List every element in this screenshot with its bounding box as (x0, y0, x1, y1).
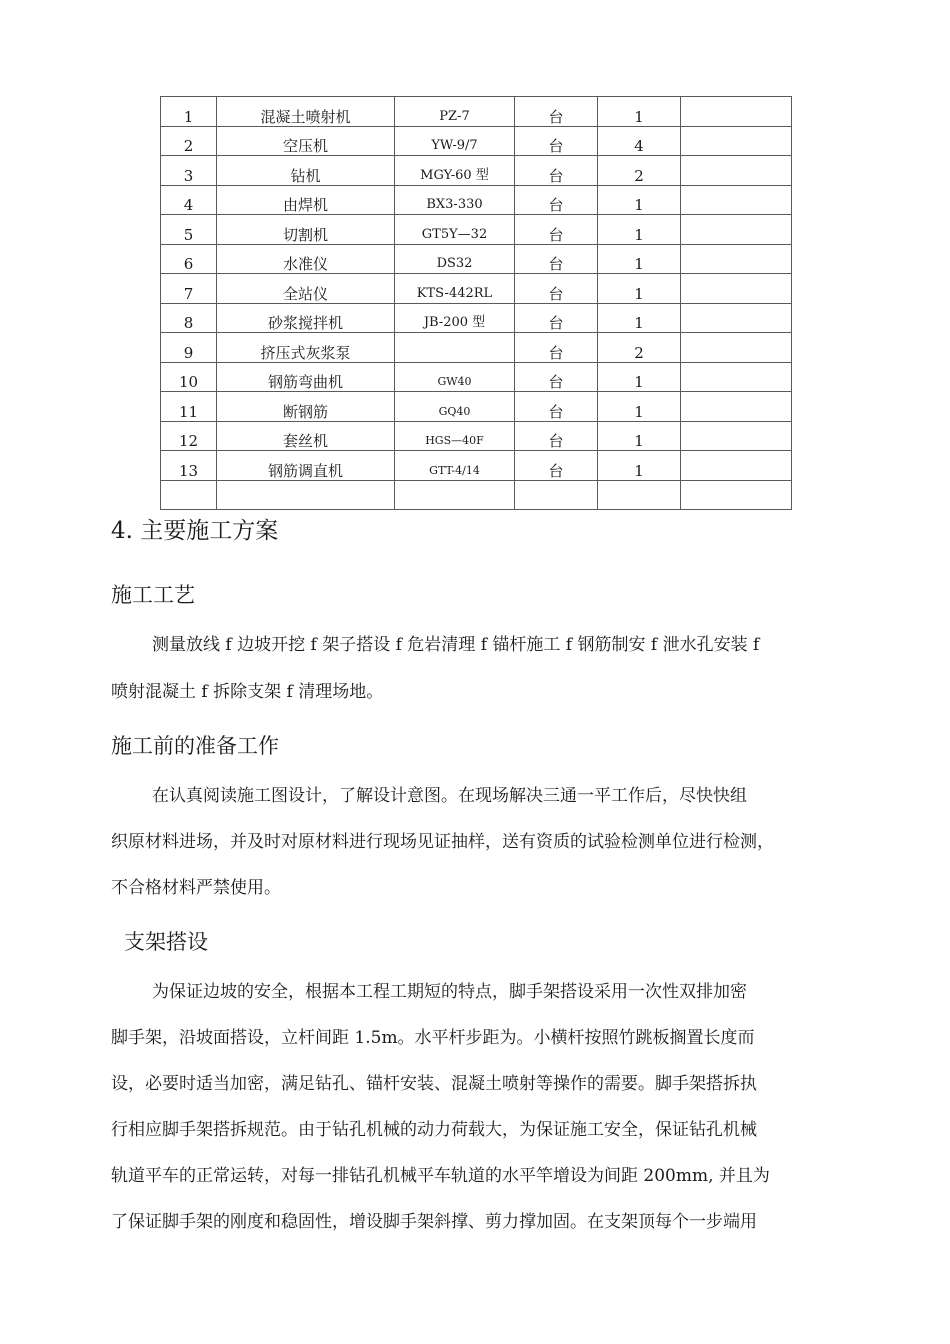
equipment-model: DS32 (395, 244, 515, 274)
equipment-quantity: 1 (598, 274, 681, 304)
equipment-model: GW40 (395, 362, 515, 392)
paragraph-line: 在认真阅读施工图设计，了解设计意图。在现场解决三通一平工作后，尽快快组 (152, 786, 747, 806)
equipment-name: 由焊机 (217, 185, 395, 215)
equipment-note (681, 97, 792, 127)
row-number: 9 (161, 333, 217, 363)
table-row (161, 451, 792, 481)
table-row (161, 215, 792, 245)
equipment-quantity: 1 (598, 97, 681, 127)
equipment-note (681, 244, 792, 274)
equipment-model (395, 480, 515, 510)
equipment-model: GT5Y—32 (395, 215, 515, 245)
equipment-unit: 台 (515, 333, 598, 363)
table-row (161, 126, 792, 156)
table-row (161, 185, 792, 215)
row-number (161, 480, 217, 510)
equipment-name: 混凝土喷射机 (217, 97, 395, 127)
table-row (161, 392, 792, 422)
equipment-name: 钻机 (217, 156, 395, 186)
table-row (161, 362, 792, 392)
equipment-note (681, 451, 792, 481)
equipment-quantity: 1 (598, 362, 681, 392)
equipment-model: PZ-7 (395, 97, 515, 127)
equipment-quantity: 1 (598, 451, 681, 481)
equipment-unit: 台 (515, 303, 598, 333)
equipment-name: 挤压式灰浆泵 (217, 333, 395, 363)
equipment-name: 水准仪 (217, 244, 395, 274)
equipment-note (681, 421, 792, 451)
paragraph-line: 行相应脚手架搭拆规范。由于钻孔机械的动力荷载大，为保证施工安全，保证钻孔机械 (111, 1120, 757, 1140)
equipment-unit: 台 (515, 451, 598, 481)
equipment-model: YW-9/7 (395, 126, 515, 156)
equipment-note (681, 392, 792, 422)
equipment-quantity: 4 (598, 126, 681, 156)
row-number: 4 (161, 185, 217, 215)
equipment-model: GQ40 (395, 392, 515, 422)
equipment-model: MGY-60 型 (395, 156, 515, 186)
equipment-quantity: 1 (598, 244, 681, 274)
paragraph-line: 测量放线 f 边坡开挖 f 架子搭设 f 危岩清理 f 锚杆施工 f 钢筋制安 f 泄水孔安装 f (152, 635, 760, 655)
row-number: 5 (161, 215, 217, 245)
equipment-unit: 台 (515, 185, 598, 215)
paragraph-line: 了保证脚手架的刚度和稳固性，增设脚手架斜撑、剪力撑加固。在支架顶每个一步端用 (111, 1212, 757, 1232)
equipment-unit (515, 480, 598, 510)
equipment-name: 断钢筋 (217, 392, 395, 422)
row-number: 11 (161, 392, 217, 422)
equipment-note (681, 333, 792, 363)
equipment-unit: 台 (515, 97, 598, 127)
row-number: 2 (161, 126, 217, 156)
preparation-heading: 施工前的准备工作 (111, 734, 279, 758)
equipment-name: 切割机 (217, 215, 395, 245)
equipment-quantity: 2 (598, 156, 681, 186)
equipment-note (681, 185, 792, 215)
equipment-note (681, 274, 792, 304)
row-number: 12 (161, 421, 217, 451)
equipment-table (160, 96, 792, 510)
equipment-model: KTS-442RL (395, 274, 515, 304)
table-row (161, 480, 792, 510)
equipment-unit: 台 (515, 215, 598, 245)
table-row (161, 333, 792, 363)
equipment-quantity: 1 (598, 185, 681, 215)
table-row (161, 97, 792, 127)
paragraph-line: 为保证边坡的安全，根据本工程工期短的特点，脚手架搭设采用一次性双排加密 (152, 982, 747, 1002)
row-number: 10 (161, 362, 217, 392)
table-row (161, 421, 792, 451)
equipment-model: BX3-330 (395, 185, 515, 215)
section-heading: 4. 主要施工方案 (111, 518, 279, 544)
equipment-name (217, 480, 395, 510)
equipment-name: 钢筋弯曲机 (217, 362, 395, 392)
paragraph-line: 设，必要时适当加密，满足钻孔、锚杆安装、混凝土喷射等操作的需要。脚手架搭拆执 (111, 1074, 757, 1094)
row-number: 13 (161, 451, 217, 481)
paragraph-line: 轨道平车的正常运转，对每一排钻孔机械平车轨道的水平竿增设为间距 200mm, 并且为 (111, 1166, 770, 1186)
equipment-model: HGS—40F (395, 421, 515, 451)
paragraph-line: 不合格材料严禁使用。 (111, 878, 281, 898)
paragraph-line: 喷射混凝土 f 拆除支架 f 清理场地。 (111, 682, 384, 702)
equipment-note (681, 480, 792, 510)
equipment-unit: 台 (515, 156, 598, 186)
equipment-quantity: 2 (598, 333, 681, 363)
equipment-note (681, 303, 792, 333)
process-heading: 施工工艺 (111, 583, 195, 607)
paragraph-line: 织原材料进场，并及时对原材料进行现场见证抽样，送有资质的试验检测单位进行检测， (111, 832, 774, 852)
equipment-unit: 台 (515, 126, 598, 156)
equipment-name: 套丝机 (217, 421, 395, 451)
table-row (161, 156, 792, 186)
row-number: 6 (161, 244, 217, 274)
equipment-unit: 台 (515, 274, 598, 304)
equipment-name: 空压机 (217, 126, 395, 156)
equipment-name: 全站仪 (217, 274, 395, 304)
equipment-note (681, 156, 792, 186)
equipment-quantity: 1 (598, 303, 681, 333)
equipment-unit: 台 (515, 244, 598, 274)
equipment-model: GTT-4/14 (395, 451, 515, 481)
paragraph-line: 脚手架，沿坡面搭设，立杆间距 1.5m。水平杆步距为。小横杆按照竹跳板搁置长度而 (111, 1028, 755, 1048)
row-number: 8 (161, 303, 217, 333)
equipment-quantity: 1 (598, 421, 681, 451)
table-row (161, 274, 792, 304)
equipment-model: JB-200 型 (395, 303, 515, 333)
row-number: 7 (161, 274, 217, 304)
table-row (161, 244, 792, 274)
row-number: 1 (161, 97, 217, 127)
equipment-unit: 台 (515, 362, 598, 392)
equipment-unit: 台 (515, 421, 598, 451)
equipment-quantity: 1 (598, 215, 681, 245)
equipment-quantity (598, 480, 681, 510)
equipment-model (395, 333, 515, 363)
equipment-name: 砂浆搅拌机 (217, 303, 395, 333)
equipment-name: 钢筋调直机 (217, 451, 395, 481)
scaffold-heading: 支架搭设 (124, 930, 208, 954)
row-number: 3 (161, 156, 217, 186)
equipment-note (681, 362, 792, 392)
equipment-note (681, 215, 792, 245)
table-row (161, 303, 792, 333)
equipment-unit: 台 (515, 392, 598, 422)
equipment-quantity: 1 (598, 392, 681, 422)
equipment-note (681, 126, 792, 156)
